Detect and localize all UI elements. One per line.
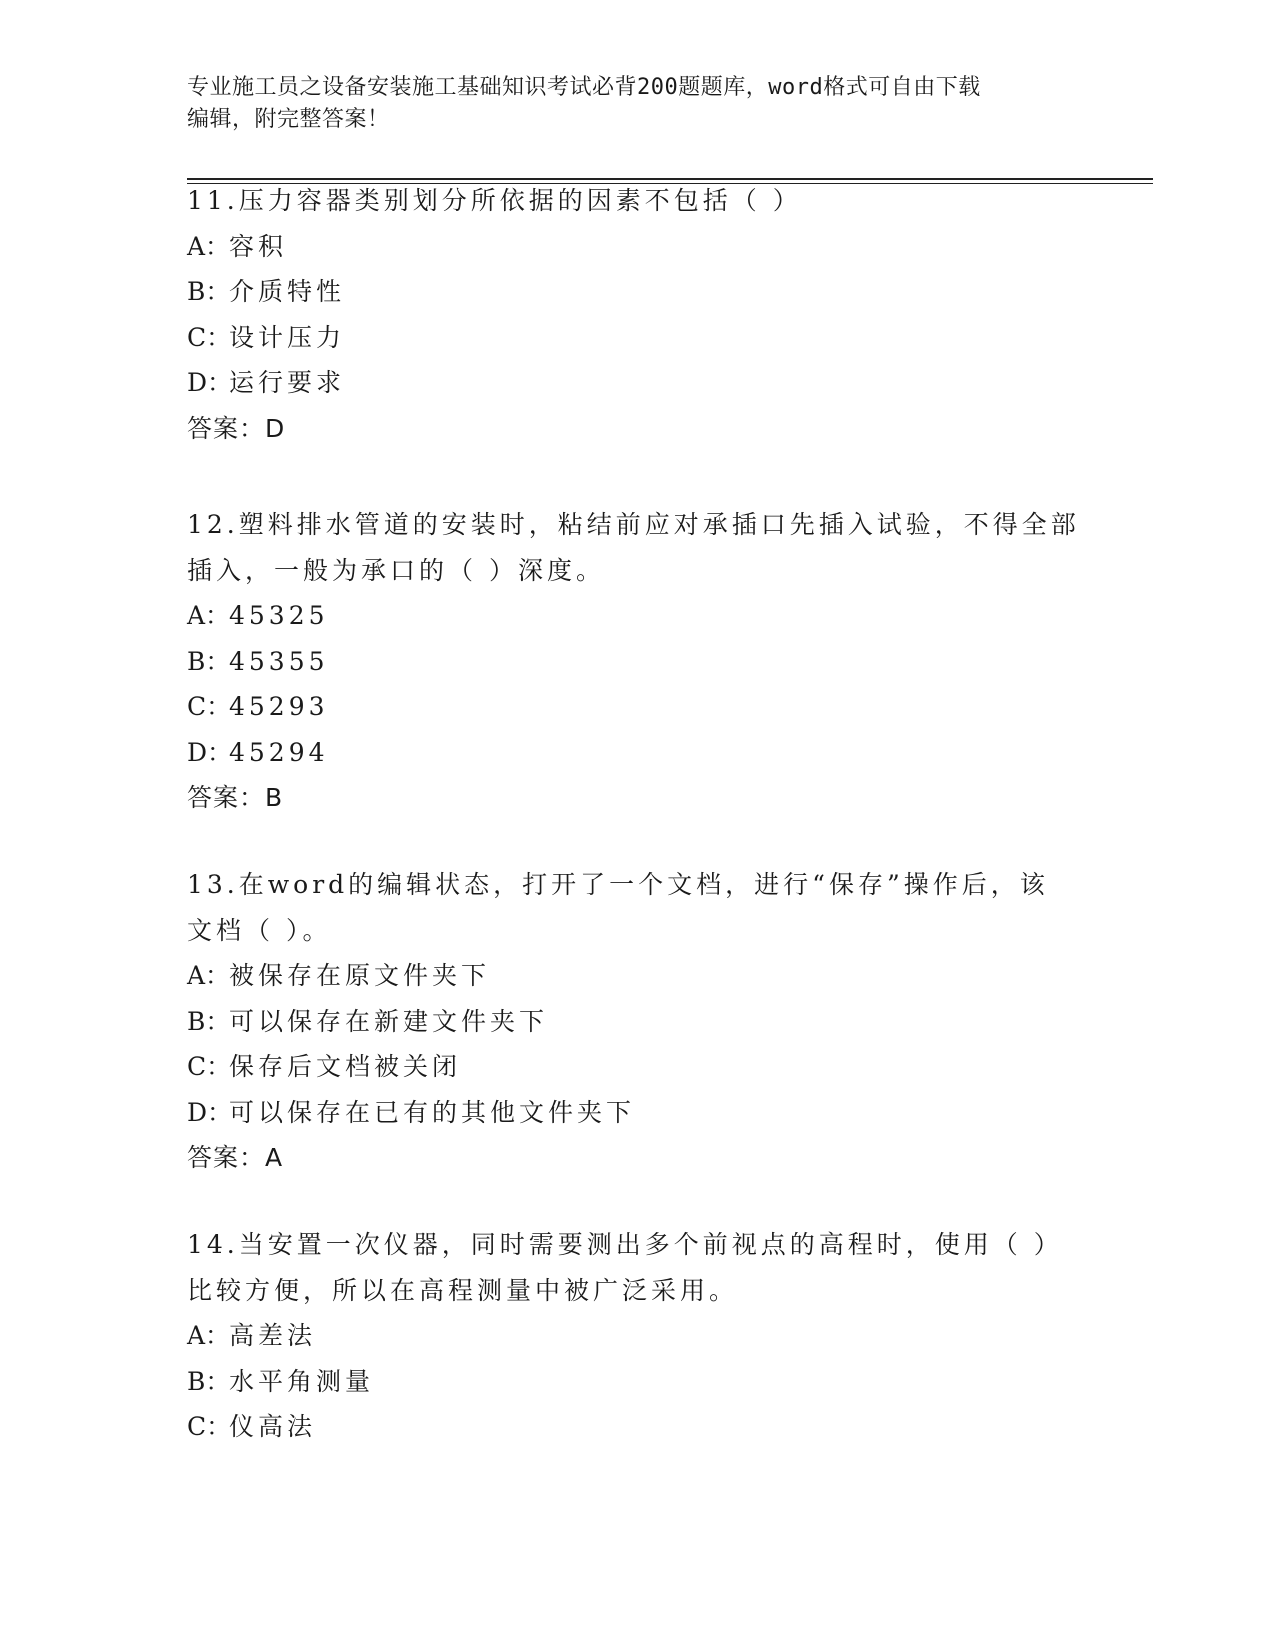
option-c	[187, 684, 1087, 730]
option-b	[187, 1359, 1087, 1405]
option-key: B：	[187, 1006, 231, 1036]
option-c	[187, 1044, 1087, 1090]
question-text: 11.压力容器类别划分所依据的因素不包括（ ）	[187, 186, 802, 215]
option-d	[187, 730, 1087, 776]
option-key: A：	[187, 231, 231, 261]
option-text: 45325	[229, 601, 329, 630]
option-c	[187, 1404, 1087, 1450]
option-text: 水平角测量	[229, 1366, 375, 1396]
option-key: A：	[187, 1321, 231, 1350]
option-key: B：	[187, 1366, 231, 1396]
question-text: 12.塑料排水管道的安装时，粘结前应对承插口先插入试验，不得全部	[187, 510, 1080, 539]
option-key: C：	[187, 692, 232, 721]
option-key: D：	[187, 368, 233, 397]
option-key: C：	[187, 322, 232, 352]
option-text: 被保存在原文件夹下	[229, 961, 491, 990]
option-key: C：	[187, 1412, 232, 1441]
option-key: A：	[187, 961, 231, 990]
header-title-line-2: 编辑，附完整答案！	[187, 107, 390, 132]
option-text: 保存后文档被关闭	[229, 1052, 462, 1081]
option-text: 可以保存在新建文件夹下	[229, 1006, 549, 1036]
option-text: 45294	[229, 737, 329, 767]
question-text-continued: 文档（ ）。	[187, 915, 332, 945]
option-key: B：	[187, 277, 231, 306]
answer-line: 答案：B	[187, 783, 284, 812]
question-text: 13.在word的编辑状态，打开了一个文档，进行“保存”操作后，该	[187, 870, 1049, 899]
option-key: A：	[187, 601, 231, 630]
option-a	[187, 1313, 1087, 1359]
option-c	[187, 315, 1087, 361]
option-key: C：	[187, 1052, 232, 1081]
option-text: 设计压力	[229, 322, 346, 352]
option-text: 45355	[229, 646, 329, 676]
question-14	[187, 1222, 1087, 1450]
answer-line: 答案：A	[187, 1143, 284, 1172]
option-text: 仪高法	[229, 1412, 317, 1441]
option-b	[187, 639, 1087, 685]
option-b	[187, 269, 1087, 315]
option-key: D：	[187, 1097, 233, 1127]
document-header	[187, 72, 1087, 136]
option-a	[187, 593, 1087, 639]
question-12	[187, 502, 1087, 821]
option-a	[187, 224, 1087, 270]
question-text: 14.当安置一次仪器，同时需要测出多个前视点的高程时，使用（ ）	[187, 1230, 1063, 1259]
option-key: D：	[187, 737, 233, 767]
option-text: 45293	[229, 692, 329, 721]
header-title-line-1: 专业施工员之设备安装施工基础知识考试必背200题题库，word格式可自由下载	[187, 75, 981, 100]
option-d	[187, 1090, 1087, 1136]
option-text: 介质特性	[229, 277, 346, 306]
option-text: 高差法	[229, 1321, 317, 1350]
option-a	[187, 953, 1087, 999]
question-13	[187, 862, 1087, 1181]
question-text-continued: 插入，一般为承口的（ ）深度。	[187, 555, 605, 585]
question-11	[187, 178, 1087, 451]
option-b	[187, 999, 1087, 1045]
option-text: 容积	[229, 231, 288, 261]
option-text: 可以保存在已有的其他文件夹下	[229, 1097, 636, 1127]
option-key: B：	[187, 646, 231, 676]
answer-line: 答案：D	[187, 413, 286, 443]
option-text: 运行要求	[229, 368, 346, 397]
question-text-continued: 比较方便，所以在高程测量中被广泛采用。	[187, 1275, 739, 1305]
option-d	[187, 360, 1087, 406]
